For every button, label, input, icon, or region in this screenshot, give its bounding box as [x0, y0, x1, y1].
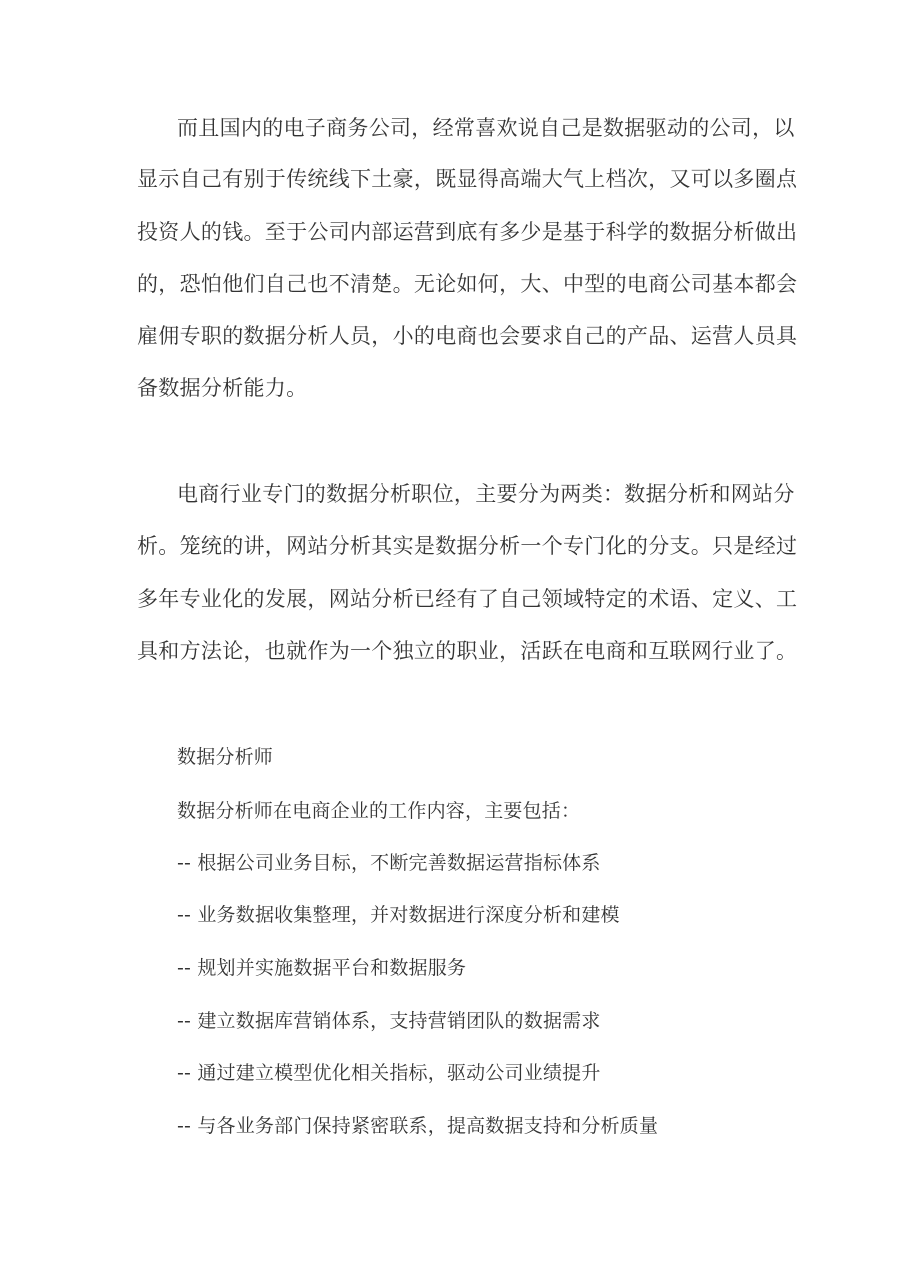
paragraph-2-line-2: 析。笼统的讲，网站分析其实是数据分析一个专门化的分支。只是经过 [137, 534, 798, 558]
paragraph-1-line-4: 的，恐怕他们自己也不清楚。无论如何，大、中型的电商公司基本都会 [137, 272, 798, 296]
paragraph-1-line-3: 投资人的钱。至于公司内部运营到底有多少是基于科学的数据分析做出 [137, 220, 798, 244]
list-item: -- 业务数据收集整理，并对数据进行深度分析和建模 [177, 904, 620, 926]
list-item: -- 通过建立模型优化相关指标，驱动公司业绩提升 [177, 1062, 601, 1084]
paragraph-1-line-2: 显示自己有别于传统线下土豪，既显得高端大气上档次，又可以多圈点 [137, 167, 798, 191]
paragraph-2-line-1: 电商行业专门的数据分析职位，主要分为两类：数据分析和网站分 [177, 482, 795, 506]
paragraph-1-line-5: 雇佣专职的数据分析人员，小的电商也会要求自己的产品、运营人员具 [137, 324, 798, 348]
paragraph-2-line-4: 具和方法论，也就作为一个独立的职业，活跃在电商和互联网行业了。 [137, 639, 798, 663]
paragraph-2-line-3: 多年专业化的发展，网站分析已经有了自己领域特定的术语、定义、工 [137, 587, 798, 611]
list-item: -- 与各业务部门保持紧密联系，提高数据支持和分析质量 [177, 1115, 659, 1137]
paragraph-1-line-1: 而且国内的电子商务公司，经常喜欢说自己是数据驱动的公司，以 [177, 116, 795, 140]
list-item: -- 规划并实施数据平台和数据服务 [177, 957, 467, 979]
paragraph-1-line-6: 备数据分析能力。 [137, 376, 308, 400]
list-item: -- 建立数据库营销体系，支持营销团队的数据需求 [177, 1010, 601, 1032]
section-heading: 数据分析师 [177, 746, 274, 768]
section-intro: 数据分析师在电商企业的工作内容，主要包括： [177, 800, 581, 822]
list-item: -- 根据公司业务目标，不断完善数据运营指标体系 [177, 852, 601, 874]
